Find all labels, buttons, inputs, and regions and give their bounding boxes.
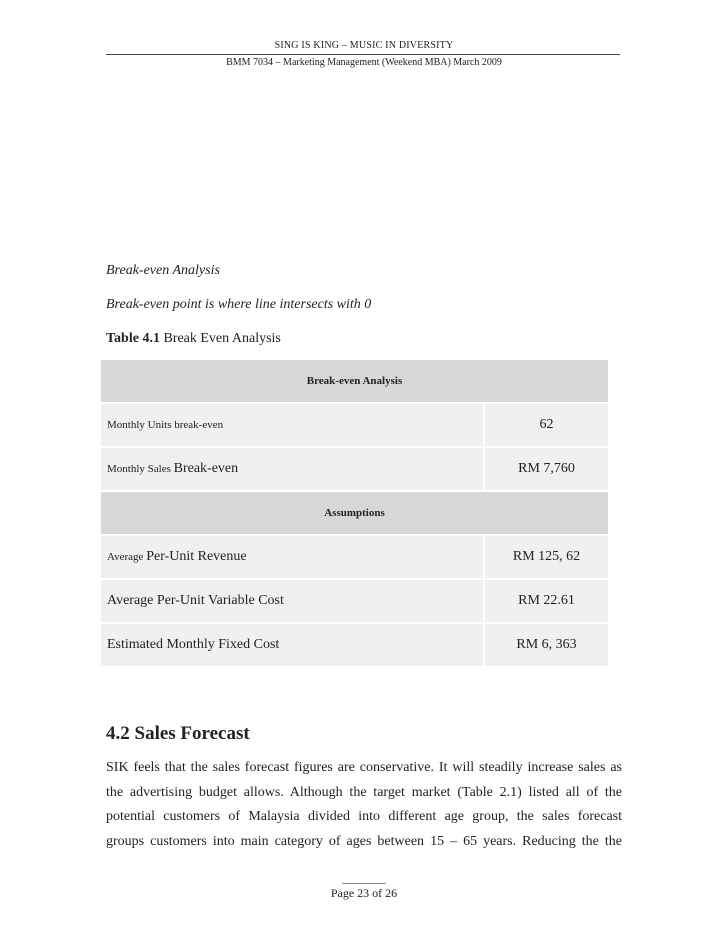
row-value: RM 125, 62 (484, 535, 609, 579)
row-label-large: Break-even (173, 461, 239, 476)
break-even-note: Break-even point is where line intersects with 0 (106, 297, 372, 312)
table-row (100, 579, 609, 623)
table-section-header-label: Assumptions (100, 491, 609, 535)
row-label (100, 447, 484, 491)
section-title: 4.2 Sales Forecast (106, 723, 250, 744)
table-row (100, 535, 609, 579)
row-value: RM 7,760 (484, 447, 609, 491)
table-row (100, 403, 609, 447)
row-value: 62 (484, 403, 609, 447)
table-row (100, 623, 609, 667)
row-label (100, 579, 484, 623)
header-rule (106, 54, 620, 55)
row-label-small: Monthly Units break-even (107, 419, 224, 431)
table-caption-text: Break Even Analysis (159, 331, 281, 346)
paragraph-line: potential customers of Malaysia divided into different age group, the sales forecast (106, 809, 622, 825)
table-caption (106, 331, 281, 347)
row-label-small: Average (107, 551, 147, 563)
table-section-header-label: Break-even Analysis (100, 359, 609, 403)
row-label-large: Estimated Monthly Fixed Cost (107, 637, 280, 652)
paragraph-line: the advertising budget allows. Although the target market (Table 2.1) listed all of the (106, 784, 622, 800)
table-section-header (100, 491, 609, 535)
table-section-header (100, 359, 609, 403)
row-label-large: Average Per-Unit Variable Cost (107, 593, 284, 608)
row-label-small: Monthly Sales (107, 463, 174, 475)
row-label (100, 623, 484, 667)
break-even-heading: Break-even Analysis (106, 263, 220, 278)
page-number: Page 23 of 26 (330, 886, 398, 900)
row-label (100, 535, 484, 579)
header-title: SING IS KING – MUSIC IN DIVERSITY (274, 40, 454, 51)
paragraph-line: groups customers into main category of ages between 15 – 65 years. Reducing the the (106, 834, 622, 850)
break-even-table (99, 358, 610, 668)
row-value: RM 6, 363 (484, 623, 609, 667)
footer-rule (342, 883, 386, 884)
table-caption-number: Table 4.1 (106, 331, 160, 346)
header-course: BMM 7034 – Marketing Management (Weekend MBA) March 2009 (226, 57, 502, 68)
row-label (100, 403, 484, 447)
paragraph-line: SIK feels that the sales forecast figures are conservative. It will steadily increase sales as (106, 760, 622, 775)
row-value: RM 22.61 (484, 579, 609, 623)
row-label-large: Per-Unit Revenue (146, 549, 247, 564)
section-paragraph (106, 756, 622, 855)
table-row (100, 447, 609, 491)
